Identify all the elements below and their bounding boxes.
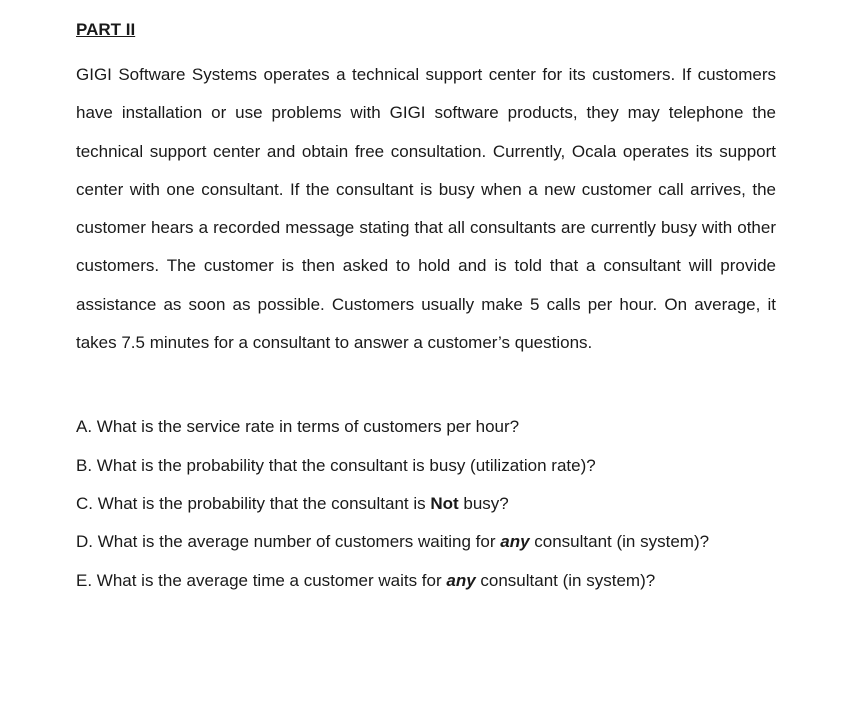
question-list <box>76 408 776 599</box>
question-d-emphasis: any <box>500 532 530 552</box>
question-d <box>76 523 776 561</box>
question-a: A. What is the service rate in terms of customers per hour? <box>76 417 520 437</box>
question-d-text-before: D. What is the average number of customers waiting for <box>76 532 501 552</box>
question-c-emphasis: Not <box>430 493 459 513</box>
question-e-text-before: E. What is the average time a customer waits for <box>76 570 447 590</box>
problem-paragraph: GIGI Software Systems operates a technical support center for its customers. If customers have installation or use problems with GIGI software products, they may telephone the technical support center and obtain free consultation. Currently, Ocala operates its support center with one consultant. If the consultant is busy when a new customer call arrives, the customer hears a recorded message stating that all consultants are currently busy with other customers. The customer is then asked to hold and is told that a consultant will provide assistance as soon as possible. Customers usually make 5 calls per hour. On average, it takes 7.5 minutes for a consultant to answer a customer’s questions. <box>76 65 776 353</box>
question-d-text-after: consultant (in system)? <box>529 532 710 552</box>
question-e <box>76 562 776 600</box>
section-heading: PART II <box>76 20 136 39</box>
document-page <box>76 18 776 600</box>
question-c-text-before: C. What is the probability that the consultant is <box>76 493 431 513</box>
question-c <box>76 485 776 523</box>
question-e-text-after: consultant (in system)? <box>475 570 656 590</box>
question-b: B. What is the probability that the consultant is busy (utilization rate)? <box>76 455 596 475</box>
question-e-emphasis: any <box>446 570 476 590</box>
question-c-text-after: busy? <box>458 493 509 513</box>
